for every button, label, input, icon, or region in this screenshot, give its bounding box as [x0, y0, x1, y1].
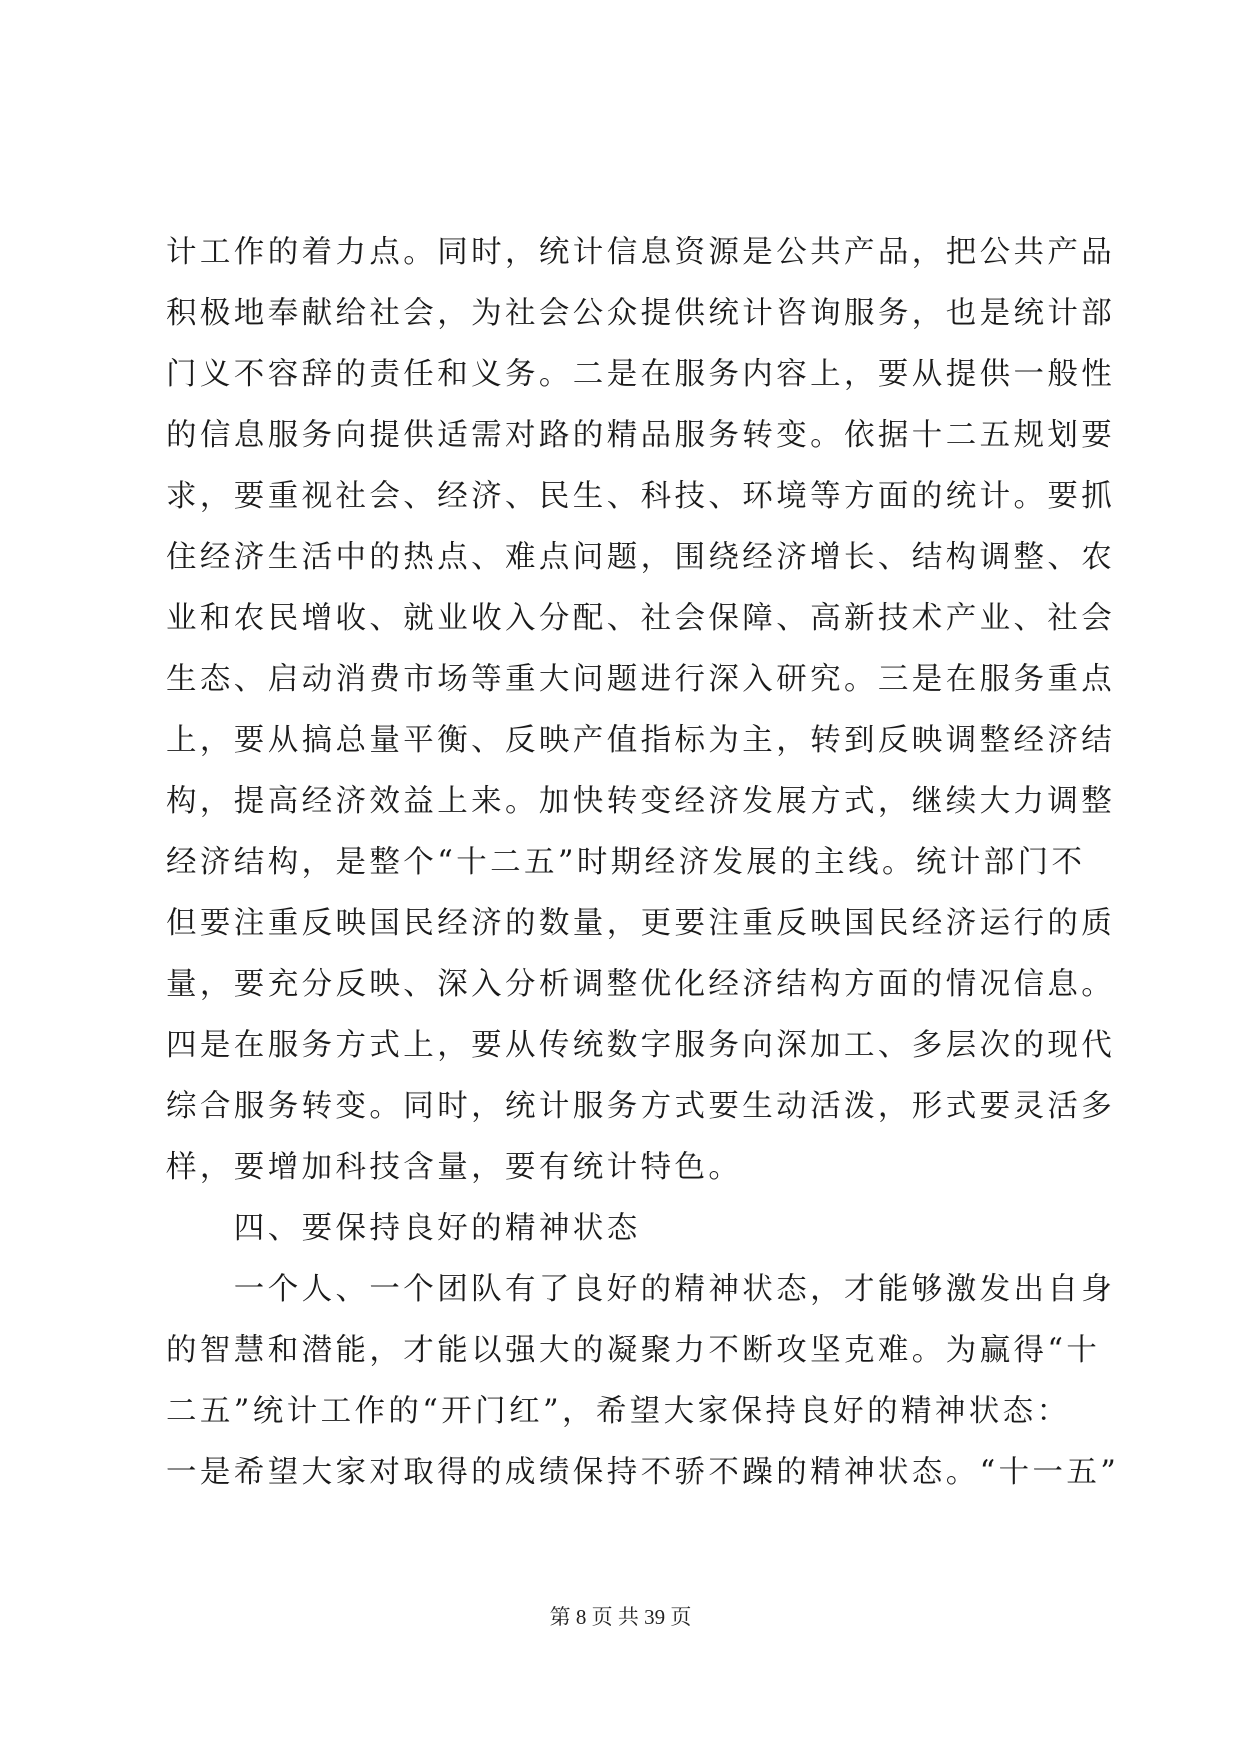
text-line: 四是在服务方式上，要从传统数字服务向深加工、多层次的现代 [166, 1028, 1116, 1063]
text-line: 的智慧和潜能，才能以强大的凝聚力不断攻坚克难。为赢得“十 [166, 1333, 1101, 1368]
text-line: 综合服务转变。同时，统计服务方式要生动活泼，形式要灵活多 [166, 1089, 1116, 1124]
text-line: 的信息服务向提供适需对路的精品服务转变。依据十二五规划要 [166, 418, 1116, 453]
text-line: 生态、启动消费市场等重大问题进行深入研究。三是在服务重点 [166, 662, 1116, 697]
text-line: 积极地奉献给社会，为社会公众提供统计咨询服务，也是统计部 [166, 296, 1116, 331]
page-number-footer: 第 8 页 共 39 页 [549, 1605, 692, 1629]
text-line: 求，要重视社会、经济、民生、科技、环境等方面的统计。要抓 [166, 479, 1116, 514]
text-line: 一个人、一个团队有了良好的精神状态，才能够激发出自身 [166, 1272, 1116, 1307]
text-line: 门义不容辞的责任和义务。二是在服务内容上，要从提供一般性 [166, 357, 1116, 392]
text-line: 二五”统计工作的“开门红”，希望大家保持良好的精神状态： [166, 1394, 1071, 1429]
text-line: 业和农民增收、就业收入分配、社会保障、高新技术产业、社会 [166, 601, 1116, 636]
text-line: 住经济生活中的热点、难点问题，围绕经济增长、结构调整、农 [166, 540, 1116, 575]
text-line: 但要注重反映国民经济的数量，更要注重反映国民经济运行的质 [166, 906, 1116, 941]
text-line: 构，提高经济效益上来。加快转变经济发展方式，继续大力调整 [166, 784, 1116, 819]
text-line: 计工作的着力点。同时，统计信息资源是公共产品，把公共产品 [166, 235, 1116, 270]
text-line: 上，要从搞总量平衡、反映产值指标为主，转到反映调整经济结 [166, 723, 1116, 758]
body-text [166, 222, 1120, 1503]
section-heading: 四、要保持良好的精神状态 [166, 1211, 641, 1246]
text-line: 量，要充分反映、深入分析调整优化经济结构方面的情况信息。 [166, 967, 1116, 1002]
text-line: 一是希望大家对取得的成绩保持不骄不躁的精神状态。“十一五” [166, 1455, 1120, 1490]
text-line: 样，要增加科技含量，要有统计特色。 [166, 1150, 743, 1185]
text-line: 经济结构，是整个“十二五”时期经济发展的主线。统计部门不 [166, 845, 1086, 880]
